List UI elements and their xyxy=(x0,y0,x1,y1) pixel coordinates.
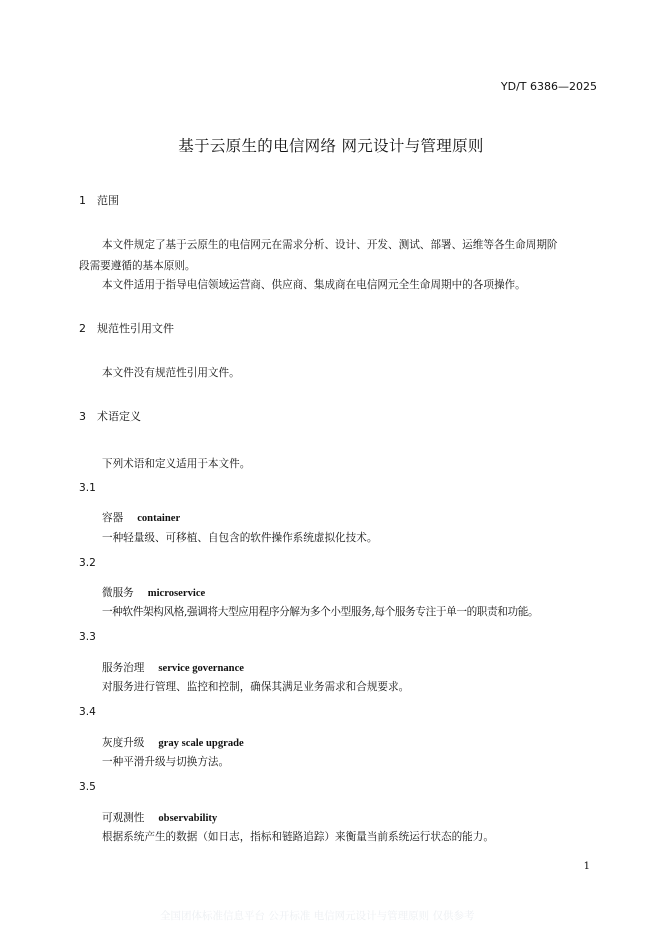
term-cn: 容器 xyxy=(102,512,124,524)
document-title: 基于云原生的电信网络 网元设计与管理原则 xyxy=(178,137,484,155)
term-en: container xyxy=(137,513,181,524)
term-definition: 一种平滑升级与切换方法。 xyxy=(102,756,230,768)
section-number: 2 xyxy=(79,322,86,335)
term-en: service governance xyxy=(158,663,244,674)
term-number: 3.3 xyxy=(79,631,96,643)
term-entry xyxy=(102,810,217,825)
section-number: 1 xyxy=(79,194,86,207)
paragraph: 段需要遵循的基本原则。 xyxy=(79,260,196,272)
paragraph: 本文件适用于指导电信领域运营商、供应商、集成商在电信网元全生命周期中的各项操作。 xyxy=(102,279,526,291)
term-number: 3.4 xyxy=(79,706,96,718)
term-en: microservice xyxy=(147,588,206,599)
term-number: 3.2 xyxy=(79,557,96,569)
section-heading-3 xyxy=(79,408,141,424)
term-cn: 灰度升级 xyxy=(102,737,145,749)
paragraph: 本文件规定了基于云原生的电信网元在需求分析、设计、开发、测试、部署、运维等各生命周期阶 xyxy=(102,239,558,251)
term-en: observability xyxy=(158,813,218,824)
term-entry xyxy=(102,660,244,675)
term-en: gray scale upgrade xyxy=(158,738,244,749)
term-cn: 服务治理 xyxy=(102,662,145,674)
term-entry xyxy=(102,585,205,600)
section-heading-2 xyxy=(79,320,174,336)
term-number: 3.1 xyxy=(79,482,96,494)
term-number: 3.5 xyxy=(79,781,96,793)
section-title: 规范性引用文件 xyxy=(97,322,174,335)
term-entry xyxy=(102,510,180,525)
term-definition: 根据系统产生的数据（如日志，指标和链路追踪）来衡量当前系统运行状态的能力。 xyxy=(102,831,494,843)
standard-number: YD/T 6386—2025 xyxy=(500,80,597,93)
term-entry xyxy=(102,735,244,750)
section-heading-1 xyxy=(79,192,119,208)
term-cn: 可观测性 xyxy=(102,812,145,824)
term-cn: 微服务 xyxy=(102,587,134,599)
section-title: 术语定义 xyxy=(97,410,141,423)
section-number: 3 xyxy=(79,410,86,423)
paragraph: 下列术语和定义适用于本文件。 xyxy=(102,458,251,470)
paragraph: 本文件没有规范性引用文件。 xyxy=(102,367,240,379)
term-definition: 一种轻量级、可移植、自包含的软件操作系统虚拟化技术。 xyxy=(102,532,378,544)
page-number: 1 xyxy=(583,861,590,872)
section-title: 范围 xyxy=(97,194,119,207)
term-definition: 一种软件架构风格,强调将大型应用程序分解为多个小型服务,每个服务专注于单一的职责和功能。 xyxy=(102,606,539,618)
term-definition: 对服务进行管理、监控和控制，确保其满足业务需求和合规要求。 xyxy=(102,681,410,693)
watermark: 全国团体标准信息平台 公开标准 电信网元设计与管理原则 仅供参考 xyxy=(160,910,475,922)
